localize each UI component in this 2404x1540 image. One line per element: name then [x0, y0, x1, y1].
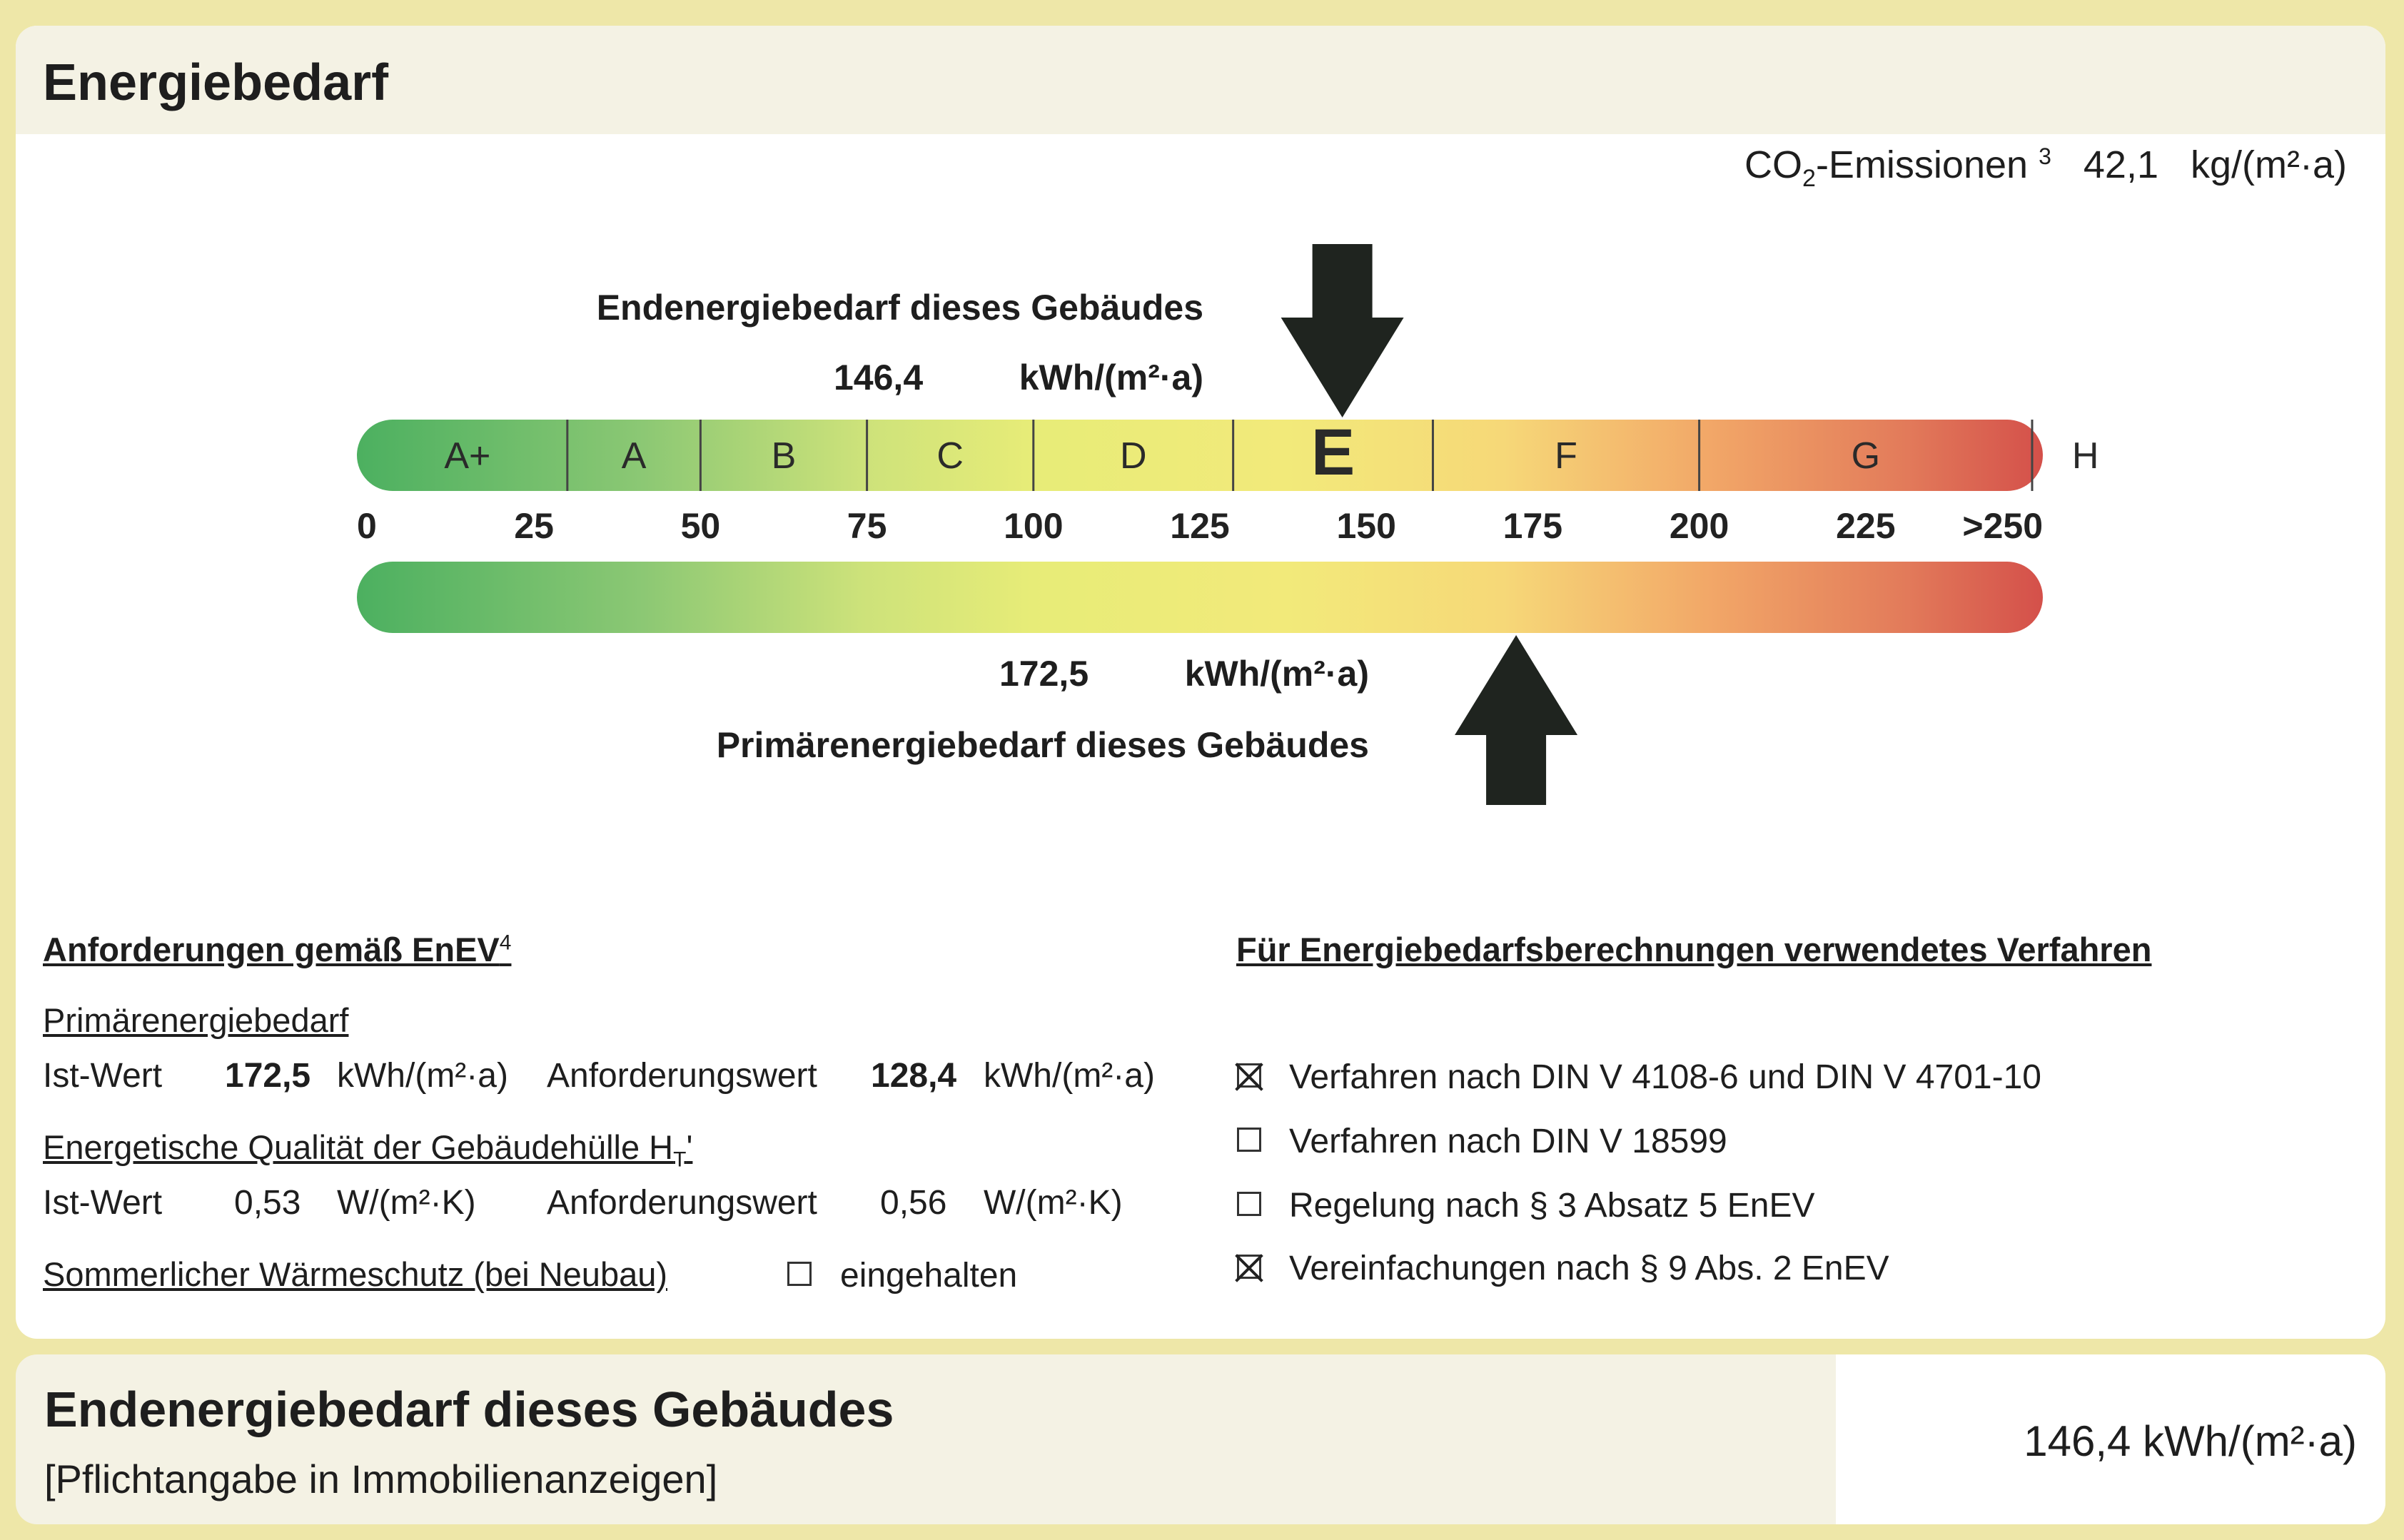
primary-req-heading: Primärenergiebedarf — [43, 1001, 349, 1039]
primary-energy-unit: kWh/(m²·a) — [1184, 654, 1369, 694]
summary-subtitle: [Pflichtangabe in Immobilienanzeigen] — [44, 1457, 718, 1501]
page-title: Energiebedarf — [43, 54, 389, 111]
summary-title: Endenergiebedarf dieses Gebäudes — [44, 1382, 894, 1437]
end-energy-arrow-icon — [1281, 244, 1404, 417]
primary-anf-value: 128,4 — [871, 1057, 957, 1095]
method-checkbox-regelung[interactable] — [1237, 1192, 1261, 1216]
primary-energy-arrow-icon — [1455, 635, 1577, 805]
primary-energy-value: 172,5 — [999, 654, 1089, 694]
method-label-vereinfachungen: Vereinfachungen nach § 9 Abs. 2 EnEV — [1289, 1250, 1889, 1287]
class-label-aplus: A+ — [444, 435, 491, 477]
class-label-g: G — [1851, 435, 1881, 477]
tick-label: 175 — [1502, 506, 1563, 546]
requirements-heading-text: Anforderungen gemäß EnEV — [43, 931, 500, 968]
primary-energy-label: Primärenergiebedarf dieses Gebäudes — [716, 725, 1369, 765]
summer-protection-checkbox[interactable] — [787, 1262, 812, 1286]
requirements-footnote: 4 — [499, 931, 512, 955]
tick-label: 225 — [1836, 506, 1896, 546]
end-energy-value: 146,4 — [834, 358, 924, 397]
co2-value: 42,1 — [2083, 143, 2158, 186]
primary-ist-label: Ist-Wert — [43, 1057, 163, 1095]
tick-label: 150 — [1336, 506, 1396, 546]
class-label-a: A — [621, 435, 647, 477]
co2-footnote: 3 — [2039, 143, 2051, 169]
envelope-ist-label: Ist-Wert — [43, 1184, 163, 1222]
envelope-heading-text: Energetische Qualität der Gebäudehülle H — [43, 1128, 674, 1166]
method-checkbox-vereinfachungen[interactable] — [1237, 1255, 1261, 1279]
class-label-h: H — [2071, 435, 2099, 477]
tick-label: 75 — [847, 506, 887, 546]
lower-scale-bar — [357, 562, 2043, 633]
primary-ist-unit: kWh/(m²·a) — [337, 1057, 508, 1095]
tick-labels — [357, 506, 2043, 546]
class-label-c: C — [936, 435, 964, 477]
envelope-heading — [43, 1128, 692, 1172]
tick-label: 50 — [680, 506, 721, 546]
upper-scale-bar — [357, 420, 2043, 491]
envelope-anf-label: Anforderungswert — [547, 1184, 817, 1222]
methods-heading: Für Energiebedarfsberechnungen verwendetes Verfahren — [1236, 931, 2152, 968]
envelope-anf-unit: W/(m²·K) — [984, 1184, 1123, 1222]
summer-protection-heading: Sommerlicher Wärmeschutz (bei Neubau) — [43, 1255, 668, 1293]
class-label-f: F — [1555, 435, 1577, 477]
end-energy-unit: kWh/(m²·a) — [1019, 358, 1203, 397]
tick-label: 25 — [514, 506, 555, 546]
primary-anf-unit: kWh/(m²·a) — [984, 1057, 1155, 1095]
co2-label-sub: 2 — [1802, 164, 1816, 192]
tick-label: 125 — [1170, 506, 1230, 546]
co2-unit: kg/(m²·a) — [2191, 143, 2347, 186]
summary-value: 146,4 kWh/(m²·a) — [2024, 1417, 2357, 1465]
primary-ist-value: 172,5 — [225, 1057, 311, 1095]
class-label-b: B — [771, 435, 797, 477]
primary-anf-label: Anforderungswert — [547, 1057, 817, 1095]
class-label-e: E — [1310, 416, 1355, 489]
tick-label: 200 — [1669, 506, 1729, 546]
envelope-ist-value: 0,53 — [234, 1184, 301, 1222]
method-checkbox-din-4108[interactable] — [1237, 1063, 1261, 1088]
method-label-regelung: Regelung nach § 3 Absatz 5 EnEV — [1289, 1187, 1815, 1225]
method-label-din-18599: Verfahren nach DIN V 18599 — [1289, 1123, 1727, 1160]
envelope-anf-value: 0,56 — [880, 1184, 947, 1222]
requirements-heading — [43, 930, 511, 969]
tick-label: 100 — [1004, 506, 1064, 546]
method-checkbox-din-18599[interactable] — [1237, 1128, 1261, 1152]
envelope-ist-unit: W/(m²·K) — [337, 1184, 476, 1222]
envelope-heading-sub: T — [673, 1148, 687, 1172]
co2-label-pre: CO — [1744, 143, 1803, 186]
end-energy-label: Endenergiebedarf dieses Gebäudes — [596, 288, 1203, 328]
summer-protection-check-label: eingehalten — [840, 1257, 1018, 1295]
method-label-din-4108: Verfahren nach DIN V 4108-6 und DIN V 4701-10 — [1289, 1058, 2041, 1096]
tick-label: >250 — [1962, 506, 2043, 546]
tick-label: 0 — [357, 506, 377, 546]
class-label-d: D — [1119, 435, 1147, 477]
envelope-heading-post: ' — [686, 1128, 693, 1166]
co2-label-post: -Emissionen — [1815, 143, 2029, 186]
